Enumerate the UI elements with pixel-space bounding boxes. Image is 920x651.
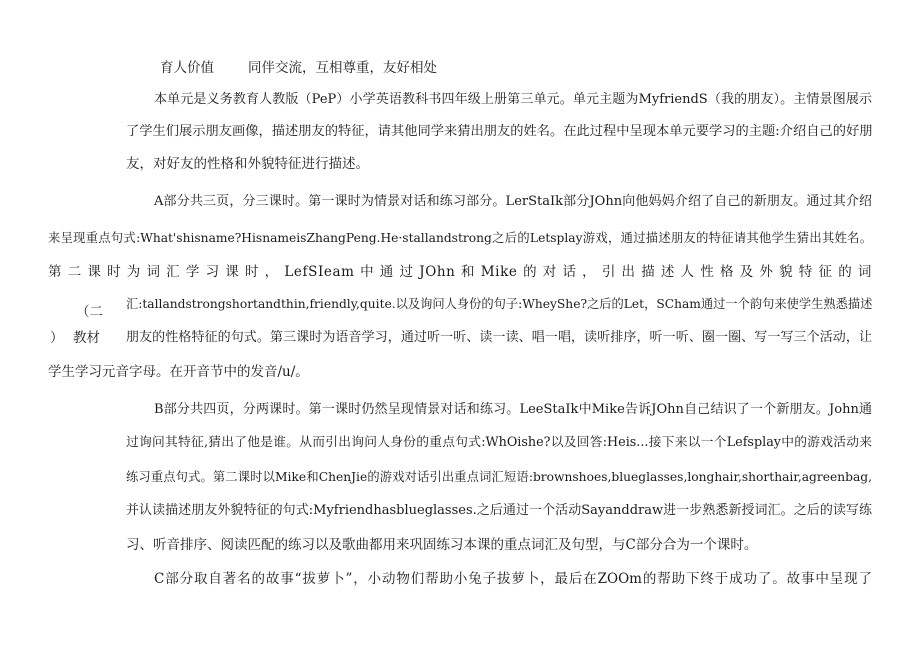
paragraph-1-line-3: 友，对好友的性格和外貌特征进行描述。 bbox=[126, 156, 369, 172]
paragraph-2-line-3: 第二课时为词汇学习课时，LefSIeam中通过JOhn和Mike的对话，引出描述人性格及外貌特征的词 bbox=[48, 264, 872, 280]
paragraph-1-line-1: 本单元是义务教育人教版（PeP）小学英语教科书四年级上册第三单元。单元主题为MyfriendS（我的朋友）。主情景图展示 bbox=[154, 92, 872, 107]
paragraph-3-line-3: 练习重点句式。第二课时以Mike和ChenJie的游戏对话引出重点词汇短语:brownshoes,blueglasses,longhair,shorthair,agreenbag, bbox=[126, 470, 872, 484]
paragraph-3-line-1: B部分共四页，分两课时。第一课时仍然呈现情景对话和练习。LeeStaIk中Mike告诉JOhn自己结识了一个新朋友。John通 bbox=[154, 402, 872, 417]
paragraph-1-line-2: 了学生们展示朋友画像，描述朋友的特征，请其他同学来猜出朋友的姓名。在此过程中呈现本单元要学习的主题:介绍自己的好朋 bbox=[126, 124, 873, 139]
paragraph-2-line-4: 汇:tallandstrongshortandthin,friendly,quite.以及询问人身份的句子:WheyShe?之后的Let，SCham通过一个韵句来使学生熟悉描述 bbox=[126, 297, 873, 311]
paragraph-4-line-1: C部分取自著名的故事“拔萝卜”，小动物们帮助小兔子拔萝卜，最后在ZOOm的帮助下终于成功了。故事中呈现了 bbox=[154, 571, 872, 587]
paragraph-3-line-4: 并认读描述朋友外貌特征的句式:Myfriendhasblueglasses.之后通过一个活动Sayanddraw进一步熟悉新授词汇。之后的读写练 bbox=[126, 503, 872, 518]
paragraph-3-line-5: 习、听音排序、阅读匹配的练习以及歌曲都用来巩固练习本课的重点词汇及句型，与C部分合为一个课时。 bbox=[126, 537, 758, 553]
row-header-label: 育人价值 bbox=[160, 60, 214, 76]
paragraph-2-line-2: 来呈现重点句式:What'shisname?HisnameisZhangPeng.He·stallandstrong之后的Letsplay游戏，通过描述朋友的特征请其他学生猜出其姓名。 bbox=[48, 231, 872, 245]
paragraph-2-line-1: A部分共三页，分三课时。第一课时为情景对话和练习部分。LerStaIk部分JOhn向他妈妈介绍了自己的新朋友。通过其介绍 bbox=[154, 194, 872, 209]
paragraph-3-line-2: 过询问其特征,猜出了他是谁。从而引出询问人身份的重点句式:WhOishe?以及回答:Heis...接下来以一个Lefsplay中的游戏活动来 bbox=[126, 435, 872, 450]
paragraph-2-line-5: 朋友的性格特征的句式。第三课时为语音学习，通过听一听、读一读、唱一唱，读听排序，听一听、圈一圈、写一写三个活动，让 bbox=[126, 330, 872, 345]
paragraph-2-line-6: 学生学习元音字母。在开音节中的发音/u/。 bbox=[48, 364, 309, 380]
section-label-line1: （二 bbox=[76, 304, 103, 320]
section-label-line2: ） bbox=[50, 330, 64, 346]
row-header-value: 同伴交流，互相尊重，友好相处 bbox=[248, 60, 437, 76]
section-label-line3: 教材 bbox=[73, 330, 100, 346]
